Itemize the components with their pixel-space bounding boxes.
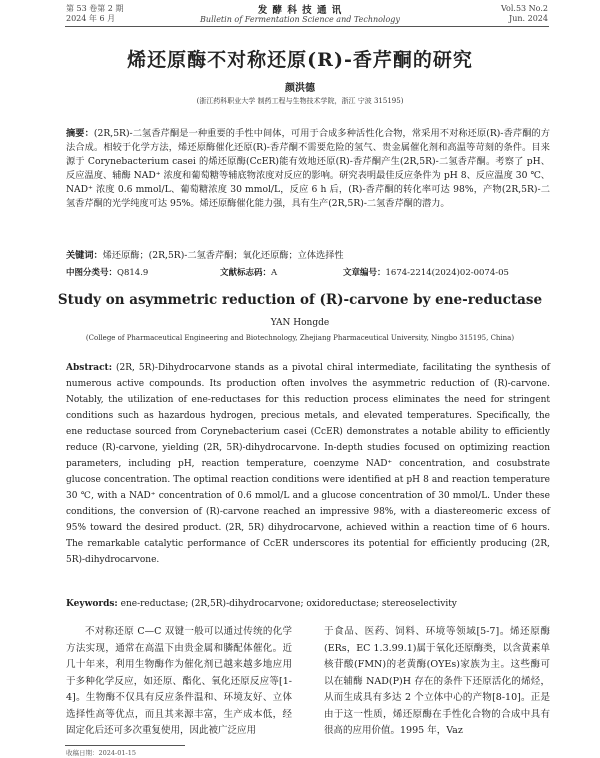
header-date-cn: 2024 年 6 月 <box>66 14 116 23</box>
clc-label: 中图分类号： <box>66 268 118 278</box>
clc-value: Q814.9 <box>117 268 149 278</box>
abstract-cn-text: (2R,5R)-二氢香芹酮是一种重要的手性中间体，可用于合成多种活性化合物，常采用不对称还原(R)-香芹酮的方法合成。相较于化学方法，烯还原酶催化还原(R)-香芹酮不需要危险的氢气、贵金属催化剂和高温等苛刻的条件。目来源于 Corynebacterium casei 的烯还原酶(CcER)能有效地还原(R)-香芹酮产生(2R,5R)-二氢香芹酮。考察了 pH、反应温度、辅酶 NAD⁺ 浓度和葡萄糖等辅底物浓度对反应的影响。研究表明最佳反应条件为 pH 8、反应温度 30 ℃、NAD⁺ 浓度 0.6 mmol/L、葡萄糖浓度 30 mmol/L，反应 6 h 后，(R)-香芹酮的转化率可达 98%，产物(2R,5R)-二氢香芹酮的光学纯度可达 95%。烯还原酶催化能力强，具有生产(2R,5R)-二氢香芹酮的潜力。 <box>66 128 550 209</box>
header-journal-en: Bulletin of Fermentation Science and Technology <box>200 15 400 24</box>
abstract-en-label: Abstract: <box>66 363 113 373</box>
article-no-label: 文章编号： <box>343 268 386 278</box>
header-rule <box>65 26 549 27</box>
title-en: Study on asymmetric reduction of (R)-carvone by ene-reductase <box>57 292 543 308</box>
footnote-rule <box>65 745 185 746</box>
header-volume-en: Vol.53 No.2 <box>501 4 548 13</box>
header-journal-cn: 发 酵 科 技 通 讯 <box>257 5 343 16</box>
header-date-en: Jun. 2024 <box>509 14 548 23</box>
footnote-received: 收稿日期：2024-01-15 <box>66 749 136 757</box>
doc-code-value: A <box>271 268 278 278</box>
affiliation-cn: (浙江药科职业大学 制药工程与生物技术学院，浙江 宁波 315195) <box>196 97 404 105</box>
keywords-en-label: Keywords: <box>66 599 118 609</box>
clc-number <box>66 266 148 278</box>
header-volume-cn: 第 53 卷第 2 期 <box>66 4 124 13</box>
document-code <box>220 266 277 278</box>
article-no-value: 1674-2214(2024)02-0074-05 <box>385 268 509 278</box>
abstract-en <box>66 360 550 568</box>
abstract-cn <box>66 127 550 210</box>
abstract-cn-label: 摘要： <box>66 128 94 139</box>
article-number <box>343 266 509 278</box>
keywords-cn-text: 烯还原酶；(2R,5R)-二氢香芹酮；氧化还原酶；立体选择性 <box>102 250 344 261</box>
affiliation-en: (College of Pharmaceutical Engineering and Biotechnology, Zhejiang Pharmaceutical University, Ningbo 315195, China) <box>85 334 515 342</box>
doc-code-label: 文献标志码： <box>220 268 272 278</box>
keywords-cn-label: 关键词： <box>66 250 103 261</box>
author-cn: 颜洪德 <box>285 83 315 94</box>
author-en: YAN Hongde <box>270 318 330 328</box>
title-cn: 烯还原酶不对称还原(R)-香芹酮的研究 <box>127 49 473 71</box>
keywords-en <box>66 599 550 609</box>
keywords-cn <box>66 249 550 263</box>
keywords-en-text: ene-reductase; (2R,5R)-dihydrocarvone; oxidoreductase; stereoselectivity <box>120 599 457 609</box>
body-column-right: 于食品、医药、饲料、环境等领域[5-7]。烯还原酶(ERs，EC 1.3.99.1)属于氧化还原酶类，以含黄素单核苷酸(FMN)的老黄酶(OYEs)家族为主。这些酶可以在辅酶 NAD(P)H 存在的条件下还原活化的烯烃，从而生成具有多达 2 个立体中心的产物[8-10]。正是由于这一性质，烯还原酶在手性化合物的合成中具有很高的应用价值。1995 年，Vaz <box>324 626 550 736</box>
abstract-en-text: (2R, 5R)-Dihydrocarvone stands as a pivotal chiral intermediate, facilitating the synthesis of numerous active compounds. Its production often involves the asymmetric reduction of (R)-carvone. Notably, the utilization of ene-reductases for this reduction process eliminates the need for stringent conditions such as hazardous hydrogen, precious metals, and elevated temperatures. Specifically, the ene reductase sourced from Corynebacterium casei (CcER) demonstrates a notable ability to efficiently reduce (R)-carvone, yielding (2R, 5R)-dihydrocarvone. In-depth studies focused on optimizing reaction parameters, including pH, reaction temperature, coenzyme NAD⁺ concentration, and cosubstrate glucose concentration. The optimal reaction conditions were identified at pH 8 and reaction temperature 30 ℃, with a NAD⁺ concentration of 0.6 mmol/L and a glucose concentration of 30 mmol/L. Under these conditions, the conversion of (R)-carvone reached an impressive 98%, with a diastereomeric excess of 95% toward the desired product. (2R, 5R) dihydrocarvone, achieved within a reaction time of 6 hours. The remarkable catalytic performance of CcER underscores its potential for efficiently producing (2R, 5R)-dihydrocarvone. <box>66 363 550 565</box>
body-column-left: 不对称还原 C—C 双键一般可以通过传统的化学方法实现，通常在高温下由贵金属和膦配体催化。近几十年来，利用生物酶作为催化剂已越来越多地应用于多种化学反应，如还原、酯化、氧化还原反应等[1-4]。生物酶不仅具有反应条件温和、环境友好、立体选择性高等优点，而且其来源丰富，生产成本低，经固定化后还可多次重复使用，因此被广泛应用 <box>66 626 292 736</box>
